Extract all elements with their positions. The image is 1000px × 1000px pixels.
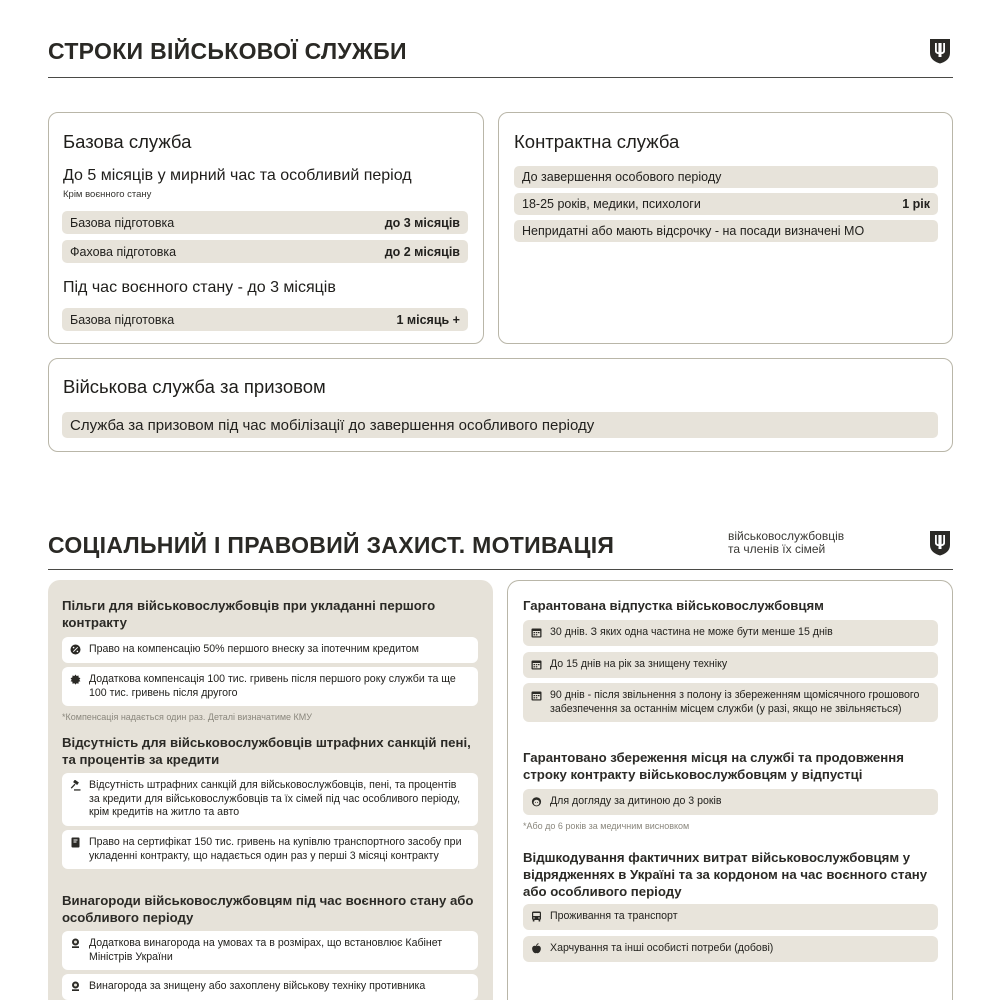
row-specialist-training [62,240,468,263]
row-value: до 2 місяців [384,244,460,259]
block-heading-leave: Гарантована відпустка військовослужбовцям [523,598,824,613]
gavel-icon [70,780,81,791]
war-heading: Під час воєнного стану - до 3 місяців [63,279,336,296]
block-heading-reimbursement: Відшкодування фактичних витрат військовослужбовцям у відрядженнях в Україні та за кордоном на час воєнного стану або особливого періоду [523,850,928,899]
list-item-equipment-reward [62,974,478,1000]
list-item-childcare [523,789,938,815]
list-item-leave-15-days [523,652,938,678]
conscription-title: Військова служба за призовом [63,376,326,397]
item-text: Винагорода за знищену або захоплену військову техніку противника [89,980,426,992]
item-text: Додаткова компенсація 100 тис. гривень після першого року служби та ще 100 тис. гривень після другого [89,673,456,699]
row-value: до 3 місяців [384,215,460,230]
bus-icon [531,911,542,922]
item-text: 90 днів - після звільнення з полону із збереженням щомісячного грошового забезпечення за останнім місцем служби (у разі, якщо не звільняється) [550,689,920,715]
block-heading-job-retention: Гарантовано збереження місця на службі та продовження строку контракту військовослужбовцям у відпустці [523,750,904,782]
row-value: 1 місяць + [396,312,460,327]
section1-title: СТРОКИ ВІЙСЬКОВОЇ СЛУЖБИ [48,38,407,64]
row-label: До завершення особового періоду [522,170,722,184]
list-item-vehicle-certificate [62,830,478,869]
calendar-icon [531,659,542,670]
percent-badge-icon [70,644,81,655]
basic-service-card [48,112,484,344]
trident-shield-icon [929,530,951,556]
section2-subtitle [728,530,844,556]
basic-service-title: Базова служба [63,131,192,152]
peace-note: Крім воєнного стану [63,189,152,200]
list-item-leave-30-days [523,620,938,646]
list-item-leave-90-days [523,683,938,722]
row-contract-period [514,166,938,188]
list-item-no-penalties [62,773,478,826]
footnote-compensation: *Компенсація надається один раз. Деталі визначатиме КМУ [62,712,313,722]
list-item-mortgage [62,637,478,663]
list-item-accommodation-transport [523,904,938,930]
section1-header [48,36,953,78]
row-basic-training [62,211,468,234]
trident-shield-icon [929,38,951,64]
calendar-icon [531,627,542,638]
item-text: До 15 днів на рік за знищену техніку [550,658,728,670]
section2-header [48,524,953,570]
row-conscription [62,412,938,438]
row-war-basic-training [62,308,468,331]
item-text: Право на компенсацію 50% першого внеску за іпотечним кредитом [89,643,419,655]
list-item-additional-reward [62,931,478,970]
medal-icon [70,938,81,949]
item-text: Додаткова винагорода на умовах та в розмірах, що встановлює Кабінет Міністрів України [89,937,443,963]
contract-service-card [498,112,953,344]
item-text: Проживання та транспорт [550,910,678,922]
row-contract-age [514,193,938,215]
row-value: 1 рік [902,197,930,211]
list-item-food-per-diem [523,936,938,962]
item-text: Право на сертифікат 150 тис. гривень на купівлю транспортного засобу при укладенні контракту, що надається один раз у перші 3 місяці контракту [89,836,462,862]
section2-title: СОЦІАЛЬНИЙ І ПРАВОВИЙ ЗАХИСТ. МОТИВАЦІЯ [48,532,615,558]
row-label: Непридатні або мають відсрочку - на посади визначені МО [522,224,865,238]
gear-badge-icon [70,674,81,685]
child-icon [531,796,542,807]
row-label: 18-25 років, медики, психологи [522,197,701,211]
certificate-icon [70,837,81,848]
item-text: Для догляду за дитиною до 3 років [550,795,722,807]
footnote-childcare: *Або до 6 років за медичним висновком [523,821,690,831]
list-item-compensation [62,667,478,706]
block-heading-no-penalties: Відсутність для військовослужбовців штрафних санкцій пені, та процентів за кредити [62,735,471,767]
calendar-icon [531,690,542,701]
row-label: Базова підготовка [70,215,175,230]
benefits-panel [48,580,493,1000]
subtitle-line2: та членів їх сімей [728,542,826,556]
item-text: Відсутність штрафних санкцій для військовослужбовців, пені, та процентів за кредити для військовослужбовців та їх сімей під час особливого періоду, крім кредитів на житло та авто [89,779,461,818]
row-label: Фахова підготовка [70,244,177,259]
subtitle-line1: військовослужбовців [728,529,845,543]
peace-heading: До 5 місяців у мирний час та особливий період [63,167,412,184]
medal-icon [70,981,81,992]
apple-icon [531,943,542,954]
block-heading-rewards: Винагороди військовослужбовцям під час воєнного стану або особливого періоду [62,893,474,925]
item-text: Харчування та інші особисті потреби (добові) [550,942,774,954]
contract-service-title: Контрактна служба [514,131,680,152]
item-text: 30 днів. З яких одна частина не може бути менше 15 днів [550,626,833,638]
row-label: Служба за призовом під час мобілізації до завершення особливого періоду [70,416,595,434]
row-contract-unfit [514,220,938,242]
block-heading-first-contract: Пільги для військовослужбовців при укладанні першого контракту [62,598,436,630]
row-label: Базова підготовка [70,312,175,327]
conscription-card [48,358,953,452]
guarantees-panel [507,580,953,1000]
